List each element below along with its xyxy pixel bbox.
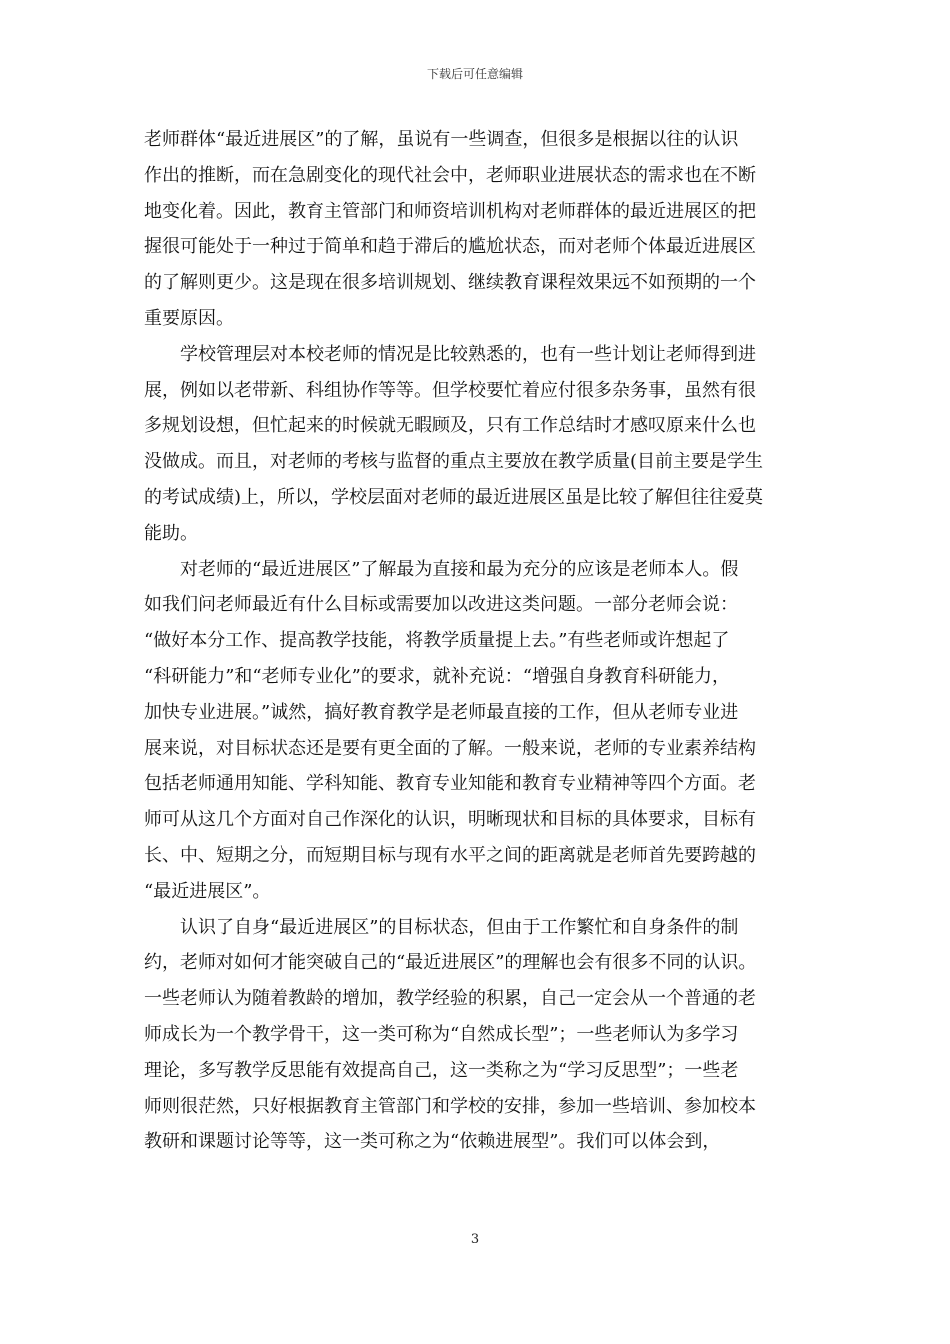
text-line: 认识了自身“最近进展区”的目标状态，但由于工作繁忙和自身条件的制 (144, 916, 739, 938)
text-line: 多规划设想，但忙起来的时候就无暇顾及，只有工作总结时才感叹原来什么也 (144, 415, 756, 437)
text-line: “做好本分工作、提高教学技能，将教学质量提上去。”有些老师或许想起了 (144, 630, 730, 652)
paragraph-2 (144, 337, 810, 552)
text-line: 学校管理层对本校老师的情况是比较熟悉的，也有一些计划让老师得到进 (144, 343, 756, 365)
text-line: 师则很茫然，只好根据教育主管部门和学校的安排，参加一些培训、参加校本 (144, 1095, 756, 1117)
page-number: 3 (470, 1232, 480, 1247)
paragraph-3 (144, 552, 810, 910)
paragraph-4 (144, 910, 810, 1161)
text-line: 包括老师通用知能、学科知能、教育专业知能和教育专业精神等四个方面。老 (144, 773, 756, 795)
text-line: 没做成。而且，对老师的考核与监督的重点主要放在教学质量(目前主要是学生 (144, 451, 764, 473)
text-line: 的了解则更少。这是现在很多培训规划、继续教育课程效果远不如预期的一个 (144, 272, 756, 294)
text-line: 作出的推断，而在急剧变化的现代社会中，老师职业进展状态的需求也在不断 (144, 164, 756, 186)
text-line: 如我们问老师最近有什么目标或需要加以改进这类问题。一部分老师会说： (144, 594, 738, 616)
text-line: 加快专业进展。”诚然，搞好教育教学是老师最直接的工作，但从老师专业进 (144, 701, 739, 723)
document-body (144, 122, 810, 1160)
text-line: 展来说，对目标状态还是要有更全面的了解。一般来说，老师的专业素养结构 (144, 737, 756, 759)
text-line: 握很可能处于一种过于简单和趋于滞后的尴尬状态，而对老师个体最近进展区 (144, 236, 756, 258)
text-line: 一些老师认为随着教龄的增加，教学经验的积累，自己一定会从一个普通的老 (144, 988, 756, 1010)
paragraph-1 (144, 122, 810, 337)
text-line: 师成长为一个教学骨干，这一类可称为“自然成长型”；一些老师认为多学习 (144, 1023, 739, 1045)
text-line: 地变化着。因此，教育主管部门和师资培训机构对老师群体的最近进展区的把 (144, 200, 756, 222)
text-line: “最近进展区”。 (144, 880, 271, 902)
text-line: 老师群体“最近进展区”的了解，虽说有一些调查，但很多是根据以往的认识 (144, 129, 739, 150)
text-line: 能助。 (144, 522, 198, 544)
text-line: 重要原因。 (144, 307, 234, 329)
text-line: 师可从这几个方面对自己作深化的认识，明晰现状和目标的具体要求，目标有 (144, 809, 756, 831)
text-line: 展，例如以老带新、科组协作等等。但学校要忙着应付很多杂务事，虽然有很 (144, 379, 756, 401)
text-line: 长、中、短期之分，而短期目标与现有水平之间的距离就是老师首先要跨越的 (144, 844, 756, 866)
text-line: 教研和课题讨论等等，这一类可称之为“依赖进展型”。我们可以体会到， (144, 1131, 721, 1153)
text-line: 约，老师对如何才能突破自己的“最近进展区”的理解也会有很多不同的认识。 (144, 952, 757, 974)
text-line: “科研能力”和“老师专业化”的要求，就补充说：“增强自身教育科研能力， (144, 665, 731, 687)
page-header: 下载后可任意编辑 (426, 67, 523, 81)
text-line: 对老师的“最近进展区”了解最为直接和最为充分的应该是老师本人。假 (144, 558, 739, 580)
text-line: 理论，多写教学反思能有效提高自己，这一类称之为“学习反思型”；一些老 (144, 1059, 739, 1081)
text-line: 的考试成绩)上，所以，学校层面对老师的最近进展区虽是比较了解但往往爱莫 (144, 486, 764, 508)
